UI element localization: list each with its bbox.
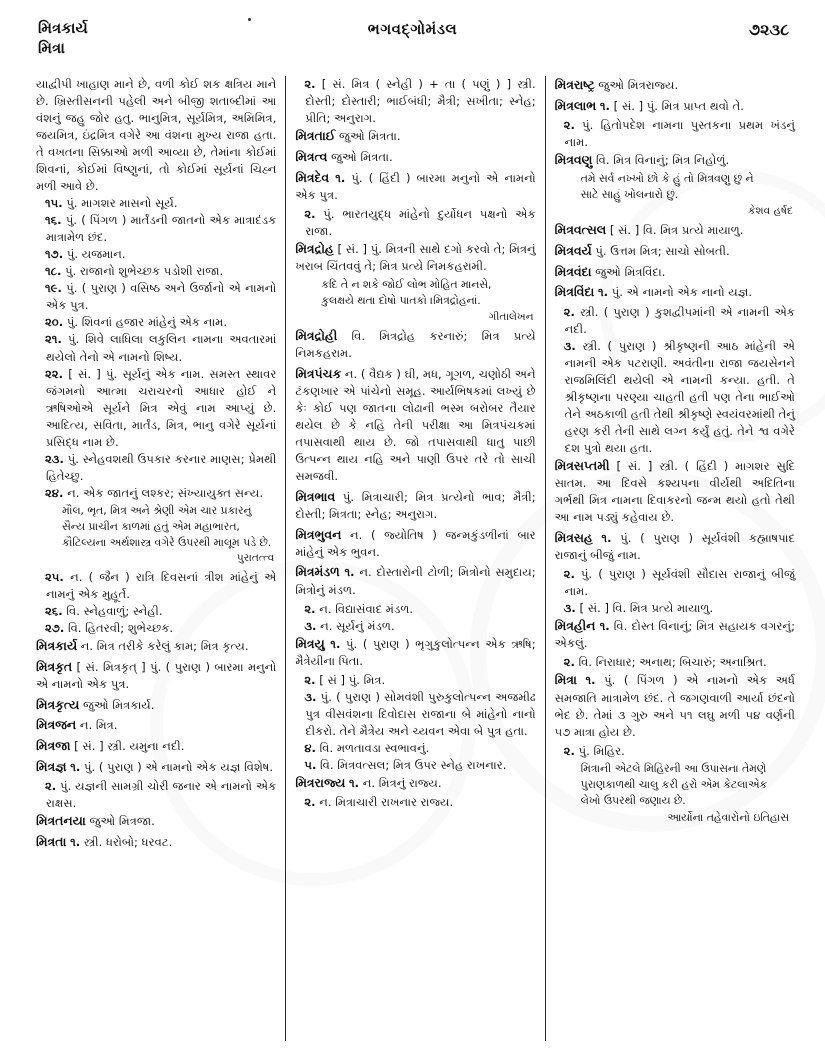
entry-definition: જુઓ મિત્રરાજ્ય.	[598, 78, 679, 92]
sense-block	[295, 740, 535, 757]
source-citation: પુરાતત્ત્વ	[236, 552, 275, 565]
dictionary-entry	[555, 151, 795, 169]
sense-block	[36, 314, 276, 331]
entry-headword: મિત્રદ્રોહ	[295, 240, 334, 256]
quotation-line: કુલક્ષયે થતા દોષો પાતકો ।મિત્રદ્રોહનાં.	[321, 294, 481, 308]
dictionary-entry	[555, 529, 795, 564]
sense-block	[295, 601, 535, 618]
entry-definition: જુઓ મિત્રતા.	[331, 149, 393, 164]
sense-definition: પું. રાજાનો શુભેચ્છક પડોશી રાજા.	[65, 264, 224, 279]
entry-headword: મિત્રસહ	[554, 529, 593, 545]
entry-definition: ન. દોસ્તારોની ટોળી; મિત્રોનો સમુદાય; મિત્રોનું મંડળ.	[295, 565, 536, 597]
entry-headword: મિત્રલાભ	[554, 97, 597, 113]
sense-number: ૨.	[304, 672, 316, 687]
sense-number: ૨૩.	[45, 451, 64, 466]
sense-number: ૩.	[563, 338, 576, 353]
entry-headword: મિત્રતાઈ	[295, 128, 336, 144]
column-2	[285, 76, 545, 1041]
sense-block	[36, 195, 276, 212]
entry-headword: મિત્રતા	[36, 833, 67, 849]
sense-definition: પું. હિતોપદેશ નામના પુસ્તકના પ્રથમ ખંડનું નામ.	[564, 117, 795, 149]
entry-definition: ન. મિત્રનું રાજ્ય.	[362, 776, 442, 791]
sense-block	[36, 603, 276, 620]
sense-number: ૧.	[599, 619, 610, 634]
entry-headword: મિત્રવર્ય	[554, 242, 592, 258]
entry-headword: મિત્રત્વ	[295, 148, 328, 164]
sense-definition: પું. મિહિર.	[578, 743, 625, 758]
quotation-block	[295, 277, 535, 309]
entry-definition: [ સં. ] વિ. મિત્ર પ્રત્યે માયાળુ.	[609, 223, 744, 238]
sense-number: ૧.	[601, 530, 612, 545]
entry-definition: [ સં. ] સ્ત્રી. ( હિંદી ) માગશર સુદિ સાતમ. આ દિવસે કશ્યપના વીર્યથી અદિતિના ગર્ભથી મિત્ર નામના દિવાકરનો જન્મ થયો હતો તેથી આ નામ પડ્યું કહેવાય છે.	[554, 458, 795, 525]
sense-definition: વિ. સ્નેહવાળું; સ્નેહી.	[66, 603, 163, 618]
sense-block	[555, 338, 795, 457]
dictionary-entry	[36, 812, 276, 830]
dictionary-entry	[295, 365, 535, 485]
entry-definition: ન. મિત્ર.	[79, 718, 118, 733]
sense-number: ૧.	[330, 636, 341, 651]
book-title: ભગવદ્ગોમંડલ	[367, 20, 458, 38]
entry-definition: વિ. દોસ્ત વિનાનું; મિત્ર સહાયક વગરનું; એકલું.	[554, 619, 795, 651]
sense-block	[36, 366, 276, 451]
sense-definition: સ્ત્રી. ( પુરાણ ) શ્રીકૃષ્ણની આઠ માંહેની એ નામની એક પટરાણી. અવંતીના રાજા જયસેનને રાજમિલિંદી થયેલી એ નામની કન્યા. હતી. તે શ્રીકૃષ્ણના પરણ્યા ચાહતી હતી પણ તેના ભાઈઓ તેને અઠકાળી હતી તેથી શ્રીકૃષ્ણે સ્વયંવરમાંથી તેનું હરણ કરી તેની સાથે લગ્ન કર્યું હતું. તેને શ્વ વગેરે દશ પુત્રો થયા હતા.	[564, 338, 795, 455]
sense-definition: પું. ( પિંગળ ) માર્તંડની જાતનો એક માત્રાદંડક માત્રામેળ છંદ.	[46, 213, 277, 245]
dictionary-entry	[295, 169, 535, 204]
sense-number: ૧.	[335, 170, 346, 185]
entry-headword: મિત્રવત્સલ	[554, 222, 607, 238]
sense-number: ૧૫.	[45, 196, 63, 211]
sense-number: ૧.	[70, 834, 81, 849]
sense-definition: પું. ( પુરાણ ) વસિષ્ઠ અને ઉર્જાનો એ નામનો એક પુત્ર.	[46, 281, 277, 313]
quotation-line: સાટે સાહું ખોલનારો છું.	[580, 188, 679, 202]
dictionary-entry	[555, 263, 795, 281]
sense-block	[36, 569, 276, 603]
quotation-block	[555, 761, 795, 810]
entry-definition: પું. એ નામનો એક નાનો યજ્ઞ.	[611, 285, 753, 300]
sense-block	[295, 757, 535, 774]
sense-block	[555, 304, 795, 338]
entry-definition: [ સં. ] પું. મિત્ર પ્રાપ્ત થવો તે.	[613, 98, 744, 113]
dictionary-entry	[555, 617, 795, 652]
sense-block	[295, 672, 535, 689]
source-citation: આર્યોના તહેવારોનો ઇતિહાસ	[667, 811, 789, 825]
sense-number: ૨૨.	[45, 366, 64, 381]
entry-definition: પું. ( પુરાણ ) ભૃગુકુલોત્પન્ન એક ઋષિ; મૈત્રેયીના પિતા.	[295, 636, 536, 668]
sense-number: ૧૯.	[45, 281, 62, 296]
running-head-first-entry: મિત્રકાર્ય	[38, 19, 88, 37]
entry-definition: ન. ( વૈદ્યક ) ઘી, મધ, ગૂગળ, ચણોઠી અને ટંકણખાર એ પાંચેનો સમૂહ. આર્યભિષકમાં લખ્યું છે કેઃ કોઈ પણ જાતના લોઢાની ભસ્મ બરોબર તૈયાર થયેલ છે કે નહિ તેની પરીક્ષા આ મિત્રપંચકમાં તપાસવાથી થાય છે. જો તપાસવાથી ધાતુ પાછી ઉત્પન્ન થાય નહિ અને પાણી ઉપર તરે તો સાચી સમજવી.	[295, 366, 536, 484]
sense-number: ૨.	[563, 117, 575, 132]
sense-block	[36, 778, 276, 812]
sense-number: ૧.	[598, 285, 609, 300]
sense-block	[555, 117, 795, 151]
dictionary-entry	[555, 97, 795, 115]
quotation-line: તમે સર્વ નખ્ખો છો કે હું તો મિત્રવણુ છું ને	[580, 172, 754, 186]
sense-block	[295, 689, 535, 740]
dictionary-entry	[36, 716, 276, 734]
sense-definition: ન. મિત્રાચારી રાખનાર રાજ્ય.	[319, 795, 454, 810]
sense-definition: [ સં. ] પું. સૂર્યનું એક નામ. સમસ્ત સ્થાવર જંગમનો આત્મા ચરાચરનો આધાર હોઈ ને ઋષિઓએ સૂર્યને મિત્ર એવું નામ આપ્યું છે. આદિત્ય, સવિતા, માર્તંડ, મિત્ર, ભાનુ વગેરે સૂર્યનાં પ્રસિદ્ધ નામ છે.	[46, 366, 277, 449]
sense-number: ૧.	[70, 759, 81, 774]
source-citation: ગીતાલેખન	[488, 310, 534, 323]
continued-paragraph: યાદ્વીપી ખાહાણ માને છે, વળી કોઈ શક ક્ષત્રિય માને છે. ખ્રિસ્તીસનની પહેલી અને બીજી શતાબ્દીમાં આ વંશનું જહુ જોર હતુ. ભાનુમિત્ર, સૂર્યમિત્ર, અમિમિત્ર, જયમિત્ર, ઇંદ્રમિત્ર વગેરે આ વંશના મુખ્ય રાજા હતા. તે વખતના સિક્કાઓ મળી આવ્યા છે, તેમાંના કોઈમાં શિવનાં, કોઈમાં વિષ્ણુનાં, તો કોઈમાં સૂર્યનાં ચિહ્ન મળી આવે છે.	[36, 77, 277, 194]
sense-number: ૨૪.	[45, 485, 64, 500]
dictionary-entry	[295, 488, 535, 523]
dictionary-entry	[555, 242, 795, 260]
entry-headword: મિત્રરાજ્ય	[295, 775, 346, 791]
sense-number: ૨૬.	[45, 603, 63, 618]
sense-definition: પું. શિવનાં હજાર માંહેનું એક નામ.	[66, 315, 228, 330]
sense-definition: પું. ( પુરાણ ) સોમવંશી પુરુકુલોત્પન્ન અજમીઢ પુત્ર વીસવંશના દિવોદાસ રાજાના બે માંહેનો નાનો દીકરો. તેને મૈત્રેય અને ચ્યવન એવા બે પુત્ર હતા.	[305, 689, 536, 738]
entry-headword: મિત્રકૃત	[36, 658, 73, 674]
sense-definition: પું. માગશર માસનો સૂર્ય.	[66, 196, 178, 211]
sense-number: ૨૭.	[45, 621, 65, 635]
entry-definition: પું. ( હિંદી ) બારમા મનુનો એ નામનો એક પુત્ર.	[295, 170, 536, 202]
sense-definition: ન. એક જાતનું લશ્કર; સંખ્યાયુક્ત સન્ય.	[67, 485, 264, 500]
running-head-last-entry: મિત્રા	[38, 39, 65, 58]
sense-definition: પું. યજ્ઞની સામગ્રી ચોરી જનાર એ નામનો એક રાક્ષસ.	[46, 778, 277, 810]
entry-headword: મિત્રવંદા	[554, 263, 592, 279]
quotation-line: પુરાણકાળથી ચાલુ કરી હરો એમ કેટલાએક	[580, 777, 767, 791]
quotation-line: કૌટિલ્યના અર્થશાસ્ત્ર વગેરે ઉપરથી માલૂમ પડે છે.	[62, 536, 272, 550]
dictionary-entry	[555, 283, 795, 301]
sense-number: ૧.	[599, 98, 610, 113]
entry-headword: મિત્રરાષ્ટ્ર	[554, 77, 595, 92]
sense-definition: પું. શિવે લાધિલા લકુલિન નામના અવતારમાં થયેલો તેનો એ નામનો શિષ્ય.	[46, 332, 277, 364]
sense-definition: ન. વિદ્યાસંવાદ મંડળ.	[319, 601, 414, 616]
sense-definition: ન. ( જૈન ) રાત્રિ દિવસનાં ત્રીશ માંહેનું એ નામનું એક મુહૂર્ત.	[46, 569, 277, 601]
entry-headword: મિત્રતનયા	[36, 813, 86, 829]
dictionary-entry	[555, 76, 795, 94]
entry-headword: મિત્રભાવ	[295, 488, 336, 504]
quotation-block	[36, 503, 276, 552]
entry-definition: જુઓ મિત્રવિંદા.	[595, 264, 666, 279]
dictionary-entry	[295, 240, 535, 275]
entry-headword: મિત્રદ્રોહી	[295, 328, 338, 344]
entry-headword: મિત્રવિંદા	[554, 284, 595, 300]
dictionary-entry	[295, 127, 535, 145]
page-number: ૭૨૩૮	[749, 20, 789, 39]
entry-headword: મિત્રદેવ	[295, 169, 330, 185]
sense-number: ૨.	[304, 206, 316, 221]
entry-headword: મિત્રવણુ	[554, 152, 593, 168]
sense-number: ૧૮.	[45, 264, 62, 279]
quotation-line: કદિ તે ન શકે જોઈ લોભ મોહિત માનસે,	[321, 278, 492, 292]
entry-headword: મિત્રકૃત્ય	[36, 696, 80, 712]
column-container	[26, 76, 799, 1041]
sense-block	[555, 654, 795, 671]
entry-headword: મિત્રસપ્તમી	[554, 457, 610, 473]
entry-definition: પું. ( પુરાણ ) સૂર્યવંશી કહ્માષપાદ રાજાનું બીજું નામ.	[554, 530, 795, 562]
sense-definition: ન. સૂર્યનું મંડળ.	[320, 618, 395, 633]
sense-number: ૩.	[304, 689, 317, 704]
sense-block	[555, 566, 795, 600]
entry-definition: [ સં. ] સ્ત્રી. યમુના નદી.	[74, 739, 185, 753]
source-citation: કેશવ હર્ષદ	[747, 204, 793, 217]
entry-definition: [ સં. ] પું. મિત્રની સાથે દગો કરવો તે; મિત્રનું ખરાબ ચિંતવવું તે; મિત્ર પ્રત્યે નિમકહરામી.	[295, 241, 536, 274]
sense-number: ૨.	[304, 795, 316, 810]
quotation-line: મૌલ, ભૃત, મિત્ર અને શ્રેણી એમ ચાર પ્રકારનું	[62, 503, 252, 517]
dictionary-entry	[36, 637, 276, 655]
entry-headword: મિત્રયુ	[295, 635, 325, 651]
sense-number: ૧.	[348, 776, 360, 791]
sense-number: ૩.	[563, 601, 576, 616]
entry-definition: ન. ( જ્યોતિષ ) જન્મકુંડળીનાં બાર માંહેનું એક ભુવન.	[295, 527, 536, 559]
entry-definition: જુઓ મિત્રજા.	[89, 814, 155, 829]
dictionary-entry	[36, 833, 276, 851]
sense-definition: વિ. હિતરવી; શુભેચ્છક.	[67, 621, 174, 635]
entry-definition: પું. મિત્રાચારી; મિત્ર પ્રત્યેનો ભાવ; મૈત્રી; દોસ્તી; મિત્રતા; સ્નેહ; અનુરાગ.	[295, 489, 536, 522]
sense-block	[555, 600, 795, 617]
sense-number: ૩.	[304, 618, 317, 633]
sense-definition: સ્ત્રી. ( પુરાણ ) કુશદ્વીપમાંની એ નામની એક નદી.	[564, 304, 795, 336]
entry-definition: ન. મિત્ર તરીકે કરેલું કામ; મિત્ર કૃત્ય.	[80, 639, 249, 654]
sense-number: ૨.	[563, 567, 575, 582]
quotation-line: મિત્રાની એટલે મિહિરની આ ઉપાસના તેમણે	[580, 761, 767, 775]
sense-definition: પું. ( પુરાણ ) સૂર્યવંશી સૌદાસ રાજાનું બીજું નામ.	[564, 567, 795, 599]
entry-headword: મિત્રપંચક	[295, 365, 342, 381]
sense-block	[36, 485, 276, 502]
sense-number: ૨.	[563, 304, 575, 319]
entry-headword: મિત્રભુવન	[295, 526, 342, 542]
entry-headword: મિત્રજન	[36, 717, 77, 733]
dictionary-entry	[295, 635, 535, 670]
sense-definition: વિ. નિરાધાર; અનાથ; બિચારું; અનાશ્રિત.	[578, 655, 767, 670]
sense-number: ૧.	[585, 673, 596, 688]
sense-block	[295, 618, 535, 635]
sense-block	[36, 246, 276, 263]
running-head	[26, 18, 799, 76]
sense-number: ૪.	[304, 741, 316, 756]
dictionary-entry	[555, 457, 795, 526]
sense-block	[36, 331, 276, 365]
sense-number: ૨.	[563, 743, 575, 758]
sense-number: ૨૧.	[45, 332, 62, 347]
sense-block	[295, 794, 535, 811]
entry-definition: વિ. મિત્રદ્રોહ કરનારું; મિત્ર પ્રત્યે નિમકહરામ.	[295, 329, 536, 361]
sense-block	[36, 263, 276, 280]
sense-definition: [ સં ] પું. મિત્ર.	[319, 672, 386, 687]
entry-headword: મિત્રજ્ઞ	[36, 758, 67, 774]
dictionary-entry	[36, 758, 276, 776]
sense-number: ૫.	[304, 758, 317, 773]
entry-headword: મિત્રમંડળ	[295, 564, 340, 580]
sense-definition: વિ. મિત્રવત્સલ; મિત્ર ઉપર સ્નેહ રાખનાર.	[320, 758, 507, 773]
sense-number: ૨.	[563, 655, 575, 670]
dictionary-entry	[295, 148, 535, 166]
entry-definition: પું. ( પુરાણ ) એ નામનો એક યજ્ઞ વિશેષ.	[83, 759, 274, 774]
dictionary-entry	[295, 526, 535, 561]
sense-block	[555, 743, 795, 760]
dictionary-entry	[295, 327, 535, 362]
dictionary-entry	[36, 696, 276, 714]
entry-definition: સ્ત્રી. ધરોબો; ધરવટ.	[83, 834, 173, 849]
sense-block	[36, 451, 276, 485]
quotation-line: સૈન્ય પ્રાચીન કાળમાં હતું એમ મહાભારત,	[62, 519, 240, 533]
column-1	[26, 76, 285, 1041]
sense-block	[36, 620, 276, 637]
sense-number: ૧.	[344, 565, 355, 580]
dictionary-entry	[36, 737, 276, 755]
sense-definition: [ સં. ] વિ. મિત્ર પ્રત્યે માયાળુ.	[579, 601, 714, 616]
sense-definition: પું. સ્નેહવશથી ઉપકાર કરનાર માણસ; પ્રેમથી હિતેચ્છુ.	[46, 451, 277, 483]
sense-number: ૨૦.	[45, 315, 64, 330]
quotation-block	[555, 171, 795, 203]
entry-headword: મિત્રજા	[36, 738, 71, 753]
entry-headword: મિત્રા	[554, 672, 577, 688]
entry-definition: વિ. મિત્ર વિનાનું; મિત્ર નિહોળું.	[596, 153, 730, 168]
column-3	[546, 76, 799, 1041]
entry-definition: પું. ( પિંગળ ) એ નામનો એક અર્ધ સમજાતિ માત્રામેળ છંદ. તે જગણવાળી આર્યા છંદનો ભેદ છે. તેમાં ૩ ગુરુ અને ૫૧ લઘુ મળી ૫૪ વર્ણની ૫૭ માત્રા હોય છે.	[554, 673, 795, 739]
sense-number: ૧૬.	[45, 213, 62, 228]
dictionary-entry	[36, 658, 276, 693]
quotation-line: લેખો ઉપરથી જણાય છે.	[580, 794, 686, 808]
sense-block	[36, 280, 276, 314]
sense-number: ૧૭.	[45, 247, 64, 262]
sense-number: ૨૫.	[45, 569, 64, 584]
sense-definition: વિ. મળતાવડા સ્વભાવનું.	[319, 741, 430, 756]
sense-number: ૨.	[304, 77, 316, 91]
sense-definition: [ સં. મિત્ર ( સ્નેહી ) + તા ( પણું ) ] સ્ત્રી. દોસ્તી; દોસ્તારી; ભાઈબંધી; મૈત્રી; સખીતા; સ્નેહ; પ્રીતિ; અનુરાગ.	[305, 77, 536, 126]
dictionary-entry	[295, 774, 535, 792]
sense-block	[36, 212, 276, 246]
entry-definition: જુઓ મિત્રકાર્ય.	[82, 697, 155, 712]
sense-number: ૨.	[304, 601, 316, 616]
sense-block	[295, 76, 535, 127]
entry-headword: મિત્રહીન	[554, 618, 596, 634]
sense-block	[295, 206, 535, 240]
entry-definition: [ સં. મિત્રકૃત્ ] પું. ( પુરાણ ) બારમા મનુનો એ નામનો એક પુત્ર.	[36, 659, 277, 691]
entry-definition: પું. ઉત્તમ મિત્ર; સાચો સોબતી.	[595, 243, 730, 258]
dictionary-entry	[555, 221, 795, 239]
dictionary-entry	[555, 671, 795, 740]
entry-headword: મિત્રકાર્ય	[36, 638, 78, 654]
dictionary-entry	[295, 563, 535, 598]
sense-number: ૨.	[45, 778, 57, 793]
entry-definition: જુઓ મિત્રતા.	[339, 129, 401, 144]
sense-definition: પું. યજમાન.	[66, 247, 126, 262]
sense-definition: પું. ભારતયુદ્ધ માંહેનો દુર્યોધન પક્ષનો એક રાજા.	[305, 206, 536, 238]
